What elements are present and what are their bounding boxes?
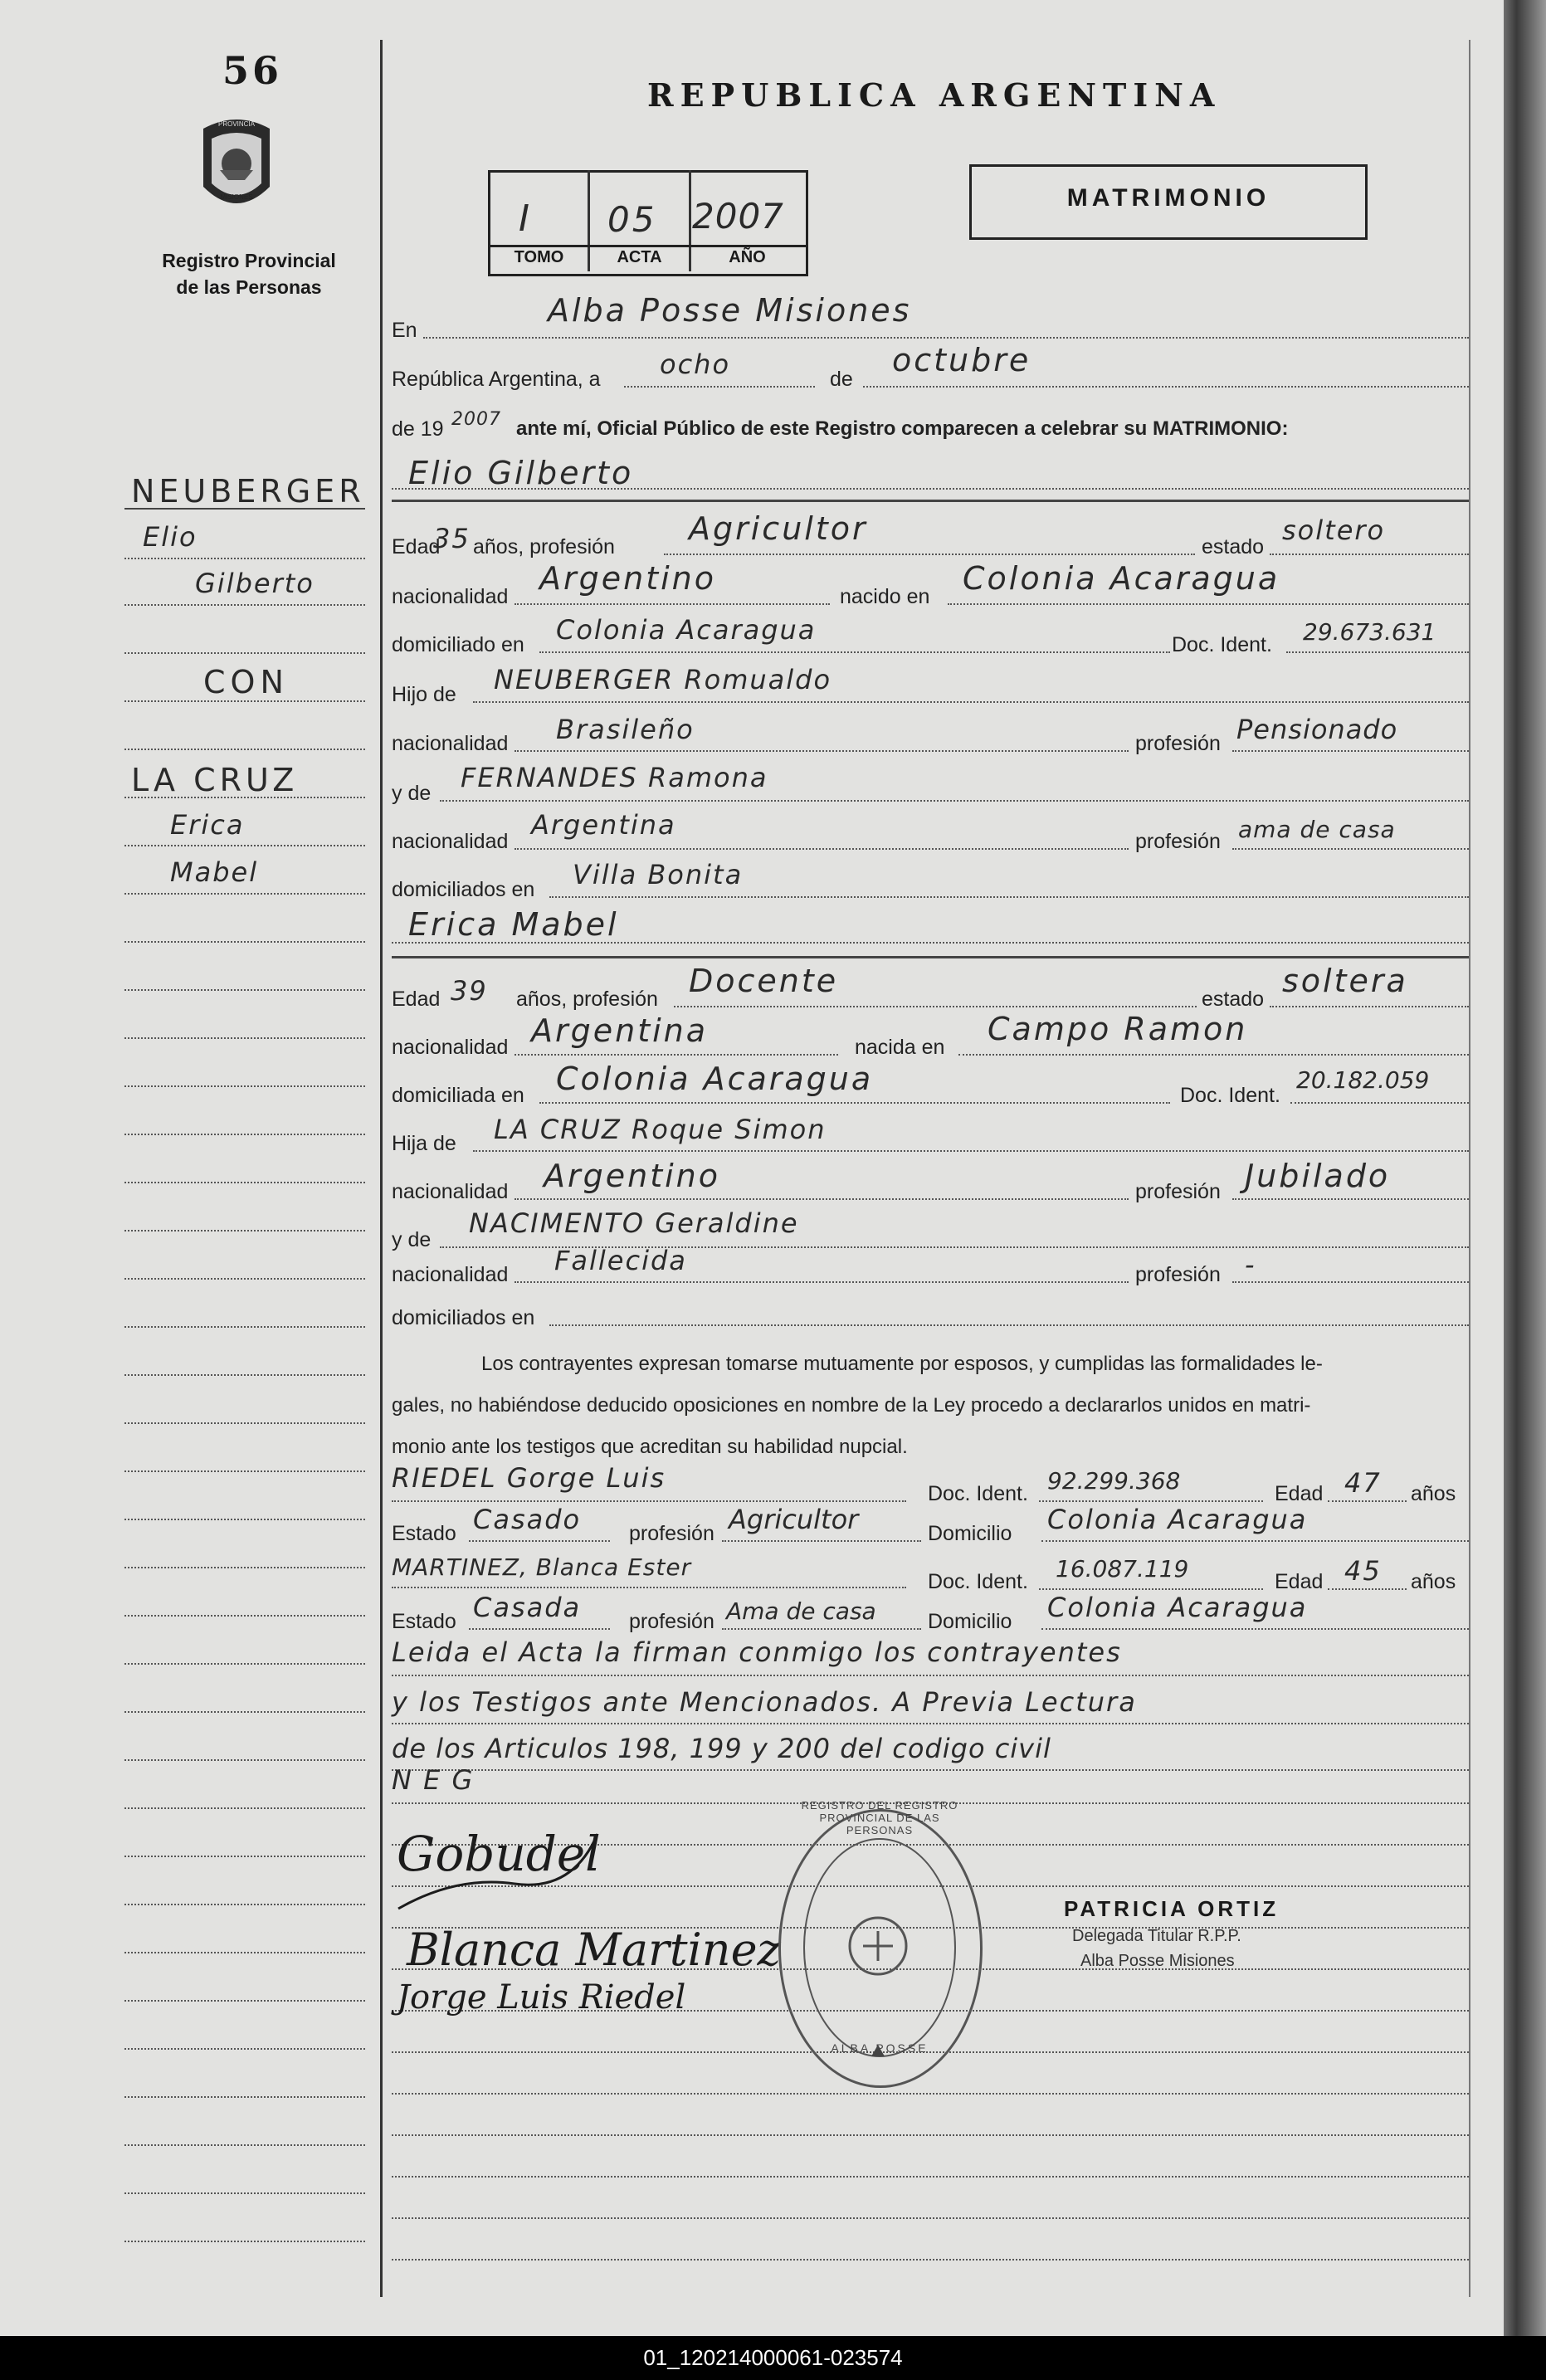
year-prefix: de 19 xyxy=(392,417,444,441)
seal-place: ALBA POSSE xyxy=(831,2041,929,2055)
witness-1-domicilio: Colonia Acaragua xyxy=(1047,1504,1308,1535)
page-edge xyxy=(1504,0,1546,2336)
bride-madre: NACIMENTO Geraldine xyxy=(469,1207,799,1239)
bride-padre-nac: Argentino xyxy=(544,1158,720,1194)
bride-madre-nac: Fallecida xyxy=(554,1245,687,1276)
declaration-line-2: gales, no habiéndose deducido oposiciones en nombre de la Ley procedo a declararlos unidos en matri- xyxy=(392,1394,1311,1417)
margin-note-bride-surname: LA CRUZ xyxy=(131,762,299,798)
column-divider xyxy=(380,40,383,2297)
groom-anos-label: años, profesión xyxy=(473,535,615,558)
registry-line-1: Registro Provincial xyxy=(162,250,336,271)
witness-2-profesion: Ama de casa xyxy=(726,1597,876,1625)
groom-padre-nac: Brasileño xyxy=(556,714,695,745)
bride-nacionalidad: Argentina xyxy=(531,1012,709,1049)
bride-domicilio: Colonia Acaragua xyxy=(556,1061,874,1097)
bride-nac-label: nacionalidad xyxy=(392,1036,509,1059)
witness-2-doc: 16.087.119 xyxy=(1056,1555,1189,1583)
margin-note-bride-name-1: Erica xyxy=(170,809,245,841)
bride-padres-dom-label: domiciliados en xyxy=(392,1306,535,1329)
bride-nacida: Campo Ramon xyxy=(988,1011,1248,1047)
groom-padres-dom: Villa Bonita xyxy=(573,859,744,890)
groom-padre-prof: Pensionado xyxy=(1236,714,1398,745)
bride-estado: soltera xyxy=(1282,963,1408,999)
groom-padre: NEUBERGER Romualdo xyxy=(494,664,832,695)
bride-profesion: Docente xyxy=(689,963,839,999)
groom-nacido-label: nacido en xyxy=(840,585,930,608)
bride-yde-label: y de xyxy=(392,1228,432,1251)
closing-line-2: y los Testigos ante Mencionados. A Previa Lectura xyxy=(392,1686,1137,1718)
bride-madre-nac-label: nacionalidad xyxy=(392,1263,509,1286)
acta-value: 05 xyxy=(607,199,657,240)
witness-1-estado: Casado xyxy=(473,1504,582,1535)
groom-padre-nac-label: nacionalidad xyxy=(392,732,509,755)
groom-madre-prof-label: profesión xyxy=(1135,830,1221,853)
groom-name: Elio Gilberto xyxy=(408,455,634,491)
margin-note-surname: NEUBERGER xyxy=(131,473,365,510)
intro-clause: ante mí, Oficial Público de este Registro comparecen a celebrar su MATRIMONIO: xyxy=(516,417,1289,440)
republica-label: República Argentina, a xyxy=(392,368,601,391)
bride-doc: 20.182.059 xyxy=(1296,1066,1430,1094)
groom-domicilio: Colonia Acaragua xyxy=(556,614,817,646)
seal-text: REGISTRO DEL REGISTRO PROVINCIAL DE LAS PERSONAS xyxy=(801,1799,958,1836)
margin-note-bride-name-2: Mabel xyxy=(170,856,259,888)
groom-madre-nac: Argentina xyxy=(531,809,676,841)
signature-groom: Gobudel xyxy=(397,1826,601,1882)
groom-estado-label: estado xyxy=(1202,535,1265,558)
groom-hijo-label: Hijo de xyxy=(392,683,456,706)
bride-padre: LA CRUZ Roque Simon xyxy=(494,1114,827,1145)
witness-2-name: MARTINEZ, Blanca Ester xyxy=(392,1553,692,1581)
day-value: ocho xyxy=(660,349,731,380)
provincial-shield-icon xyxy=(195,112,278,224)
signature-witness-2: Blanca Martinez xyxy=(407,1924,781,1976)
bride-padre-prof: Jubilado xyxy=(1245,1158,1391,1194)
year-value: 2007 xyxy=(451,409,501,430)
groom-nac-label: nacionalidad xyxy=(392,585,509,608)
witness-2-edad: 45 xyxy=(1344,1555,1382,1587)
official-name: PATRICIA ORTIZ xyxy=(1064,1896,1280,1921)
groom-edad: 35 xyxy=(433,523,471,554)
official-place: Alba Posse Misiones xyxy=(1080,1952,1235,1970)
bride-hija-label: Hija de xyxy=(392,1132,456,1155)
margin-note-name-2: Gilberto xyxy=(195,568,315,599)
tomo-value: I xyxy=(519,198,532,240)
bride-edad: 39 xyxy=(451,975,488,1007)
registry-line-2: de las Personas xyxy=(176,276,322,298)
en-label: En xyxy=(392,319,417,342)
bride-estado-label: estado xyxy=(1202,988,1265,1011)
shield-text-top: PROVINCIA xyxy=(217,120,256,128)
witness-1-profesion-label: profesión xyxy=(629,1522,714,1545)
page-number: 56 xyxy=(222,48,283,93)
bride-madre-prof: - xyxy=(1245,1249,1256,1280)
witness-1-domicilio-label: Domicilio xyxy=(928,1522,1012,1545)
tomo-label: TOMO xyxy=(514,248,564,266)
witness-1-name: RIEDEL Gorge Luis xyxy=(392,1462,666,1494)
margin-note-name-1: Elio xyxy=(143,521,198,553)
groom-padres-dom-label: domiciliados en xyxy=(392,878,535,901)
witness-2-domicilio: Colonia Acaragua xyxy=(1047,1592,1308,1623)
groom-madre: FERNANDES Ramona xyxy=(461,762,768,793)
witness-1-profesion: Agricultor xyxy=(729,1504,859,1535)
closing-line-4: N E G xyxy=(392,1764,475,1796)
de-label: de xyxy=(830,368,853,391)
anio-value: 2007 xyxy=(692,196,784,237)
groom-dom-label: domiciliado en xyxy=(392,633,524,656)
signature-flourish-icon xyxy=(390,1817,606,1917)
witness-1-anos-label: años xyxy=(1411,1482,1456,1505)
bride-edad-label: Edad xyxy=(392,988,441,1011)
closing-line-3: de los Articulos 198, 199 y 200 del codigo civil xyxy=(392,1733,1051,1764)
groom-madre-prof: ama de casa xyxy=(1238,816,1396,843)
act-type: MATRIMONIO xyxy=(1066,184,1270,212)
bride-nacida-label: nacida en xyxy=(855,1036,945,1059)
groom-doc: 29.673.631 xyxy=(1303,618,1436,646)
declaration-line-3: monio ante los testigos que acreditan su habilidad nupcial. xyxy=(392,1436,908,1458)
witness-1-edad: 47 xyxy=(1344,1467,1382,1499)
witness-1-edad-label: Edad xyxy=(1275,1482,1324,1505)
country-title: REPUBLICA ARGENTINA xyxy=(647,76,1222,114)
place-value: Alba Posse Misiones xyxy=(548,292,912,329)
groom-doc-label: Doc. Ident. xyxy=(1172,633,1272,656)
bride-doc-label: Doc. Ident. xyxy=(1180,1084,1280,1107)
acta-label: ACTA xyxy=(617,248,662,266)
footer-id: 01_120214000061-023574 xyxy=(0,2336,1546,2380)
witness-2-estado: Casada xyxy=(473,1592,582,1623)
witness-2-estado-label: Estado xyxy=(392,1610,456,1633)
groom-madre-nac-label: nacionalidad xyxy=(392,830,509,853)
witness-2-doc-label: Doc. Ident. xyxy=(928,1570,1028,1593)
groom-padre-prof-label: profesión xyxy=(1135,732,1221,755)
witness-2-edad-label: Edad xyxy=(1275,1570,1324,1593)
bride-name: Erica Mabel xyxy=(408,906,619,943)
bride-madre-prof-label: profesión xyxy=(1135,1263,1221,1286)
witness-1-estado-label: Estado xyxy=(392,1522,456,1545)
groom-profesion: Agricultor xyxy=(689,510,868,547)
bride-padre-nac-label: nacionalidad xyxy=(392,1180,509,1203)
bride-dom-label: domiciliada en xyxy=(392,1084,524,1107)
groom-nacido: Colonia Acaragua xyxy=(963,560,1280,597)
bride-padre-prof-label: profesión xyxy=(1135,1180,1221,1203)
bride-anos-label: años, profesión xyxy=(516,988,658,1011)
margin-note-con: CON xyxy=(203,664,289,700)
official-title: Delegada Titular R.P.P. xyxy=(1072,1927,1241,1945)
signature-witness-1: Jorge Luis Riedel xyxy=(397,1978,686,2017)
witness-1-doc-label: Doc. Ident. xyxy=(928,1482,1028,1505)
groom-nacionalidad: Argentino xyxy=(539,560,716,597)
shield-text-bottom: MISIONES xyxy=(220,193,253,201)
anio-label: AÑO xyxy=(729,248,766,266)
closing-line-1: Leida el Acta la firman conmigo los contrayentes xyxy=(392,1636,1122,1668)
witness-2-domicilio-label: Domicilio xyxy=(928,1610,1012,1633)
witness-1-doc: 92.299.368 xyxy=(1047,1467,1181,1495)
witness-2-profesion-label: profesión xyxy=(629,1610,714,1633)
groom-estado: soltero xyxy=(1282,515,1386,546)
groom-edad-label: Edad xyxy=(392,535,441,558)
month-value: octubre xyxy=(892,342,1031,378)
witness-2-anos-label: años xyxy=(1411,1570,1456,1593)
declaration-line-1: Los contrayentes expresan tomarse mutuamente por esposos, y cumplidas las formalidades le- xyxy=(481,1353,1323,1375)
groom-yde-label: y de xyxy=(392,782,432,805)
